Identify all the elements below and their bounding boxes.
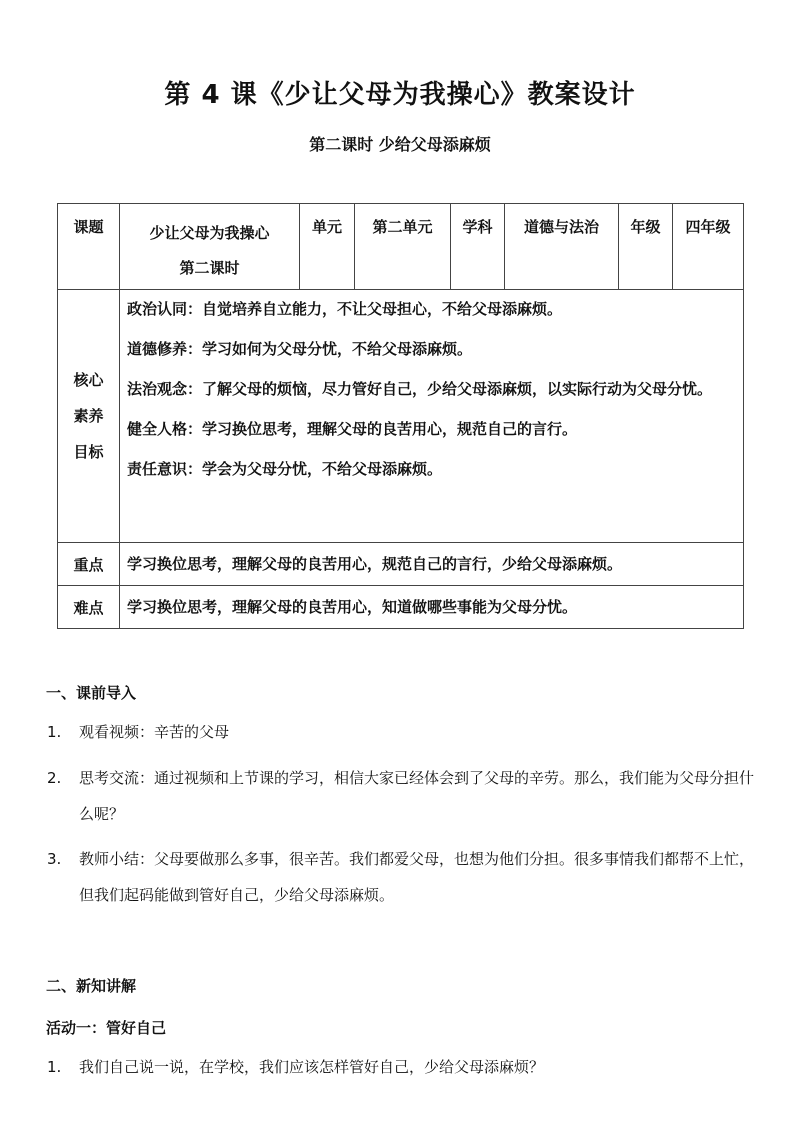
list-text: 观看视频：辛苦的父母 — [79, 723, 230, 741]
core-goals-label — [58, 290, 120, 543]
list-item — [47, 1049, 757, 1085]
core-label-line: 目标 — [73, 443, 104, 461]
lesson-info-table — [57, 203, 744, 629]
grade-value: 四年级 — [673, 204, 744, 290]
document-subtitle: 第二课时 少给父母添麻烦 — [309, 135, 491, 154]
goal-personality: 健全人格：学习换位思考，理解父母的良苦用心，规范自己的言行。 — [127, 420, 578, 438]
goal-legal: 法治观念：了解父母的烦恼，尽力管好自己，少给父母添麻烦，以实际行动为父母分忧。 — [127, 380, 713, 398]
section-heading-intro: 一、课前导入 — [46, 684, 137, 702]
lesson-period-line: 第二课时 — [179, 259, 240, 277]
key-point-text: 学习换位思考，理解父母的良苦用心，规范自己的言行，少给父母添麻烦。 — [120, 543, 744, 586]
section-heading-new-knowledge: 二、新知讲解 — [46, 977, 137, 995]
core-label-line: 核心 — [73, 371, 104, 389]
subject-label: 学科 — [451, 204, 505, 290]
list-number: 2. — [47, 769, 62, 787]
core-goals-row — [58, 290, 744, 543]
list-text: 教师小结：父母要做那么多事，很辛苦。我们都爱父母，也想为他们分担。很多事情我们都帮不上忙，但我们起码能做到管好自己，少给父母添麻烦。 — [79, 850, 755, 904]
key-point-label: 重点 — [58, 543, 120, 586]
table-header-row — [58, 204, 744, 290]
list-number: 1. — [47, 1058, 62, 1076]
list-text: 思考交流：通过视频和上节课的学习，相信大家已经体会到了父母的辛劳。那么，我们能为父母分担什么呢？ — [79, 769, 755, 823]
subject-value: 道德与法治 — [505, 204, 619, 290]
difficulty-label: 难点 — [58, 586, 120, 629]
difficulty-row — [58, 586, 744, 629]
document-title: 第 4 课《少让父母为我操心》教案设计 — [164, 80, 636, 110]
grade-label: 年级 — [619, 204, 673, 290]
difficulty-text: 学习换位思考，理解父母的良苦用心，知道做哪些事能为父母分忧。 — [120, 586, 744, 629]
goal-responsibility: 责任意识：学会为父母分忧，不给父母添麻烦。 — [127, 460, 443, 478]
core-label-line: 素养 — [73, 407, 104, 425]
core-goals-content — [120, 290, 744, 543]
key-point-row — [58, 543, 744, 586]
activity-heading: 活动一：管好自己 — [46, 1019, 167, 1037]
lesson-title-line: 少让父母为我操心 — [149, 224, 270, 242]
list-text: 我们自己说一说，在学校，我们应该怎样管好自己，少给父母添麻烦？ — [79, 1058, 545, 1076]
goal-political: 政治认同：自觉培养自立能力，不让父母担心，不给父母添麻烦。 — [127, 300, 563, 318]
list-number: 3. — [47, 850, 62, 868]
list-number: 1. — [47, 723, 62, 741]
goal-moral: 道德修养：学习如何为父母分忧，不给父母添麻烦。 — [127, 340, 473, 358]
list-item — [47, 714, 757, 750]
unit-value: 第二单元 — [355, 204, 451, 290]
list-item — [47, 760, 757, 832]
unit-label: 单元 — [300, 204, 355, 290]
list-item — [47, 841, 757, 913]
lesson-label: 课题 — [58, 204, 120, 290]
lesson-value — [120, 204, 300, 290]
